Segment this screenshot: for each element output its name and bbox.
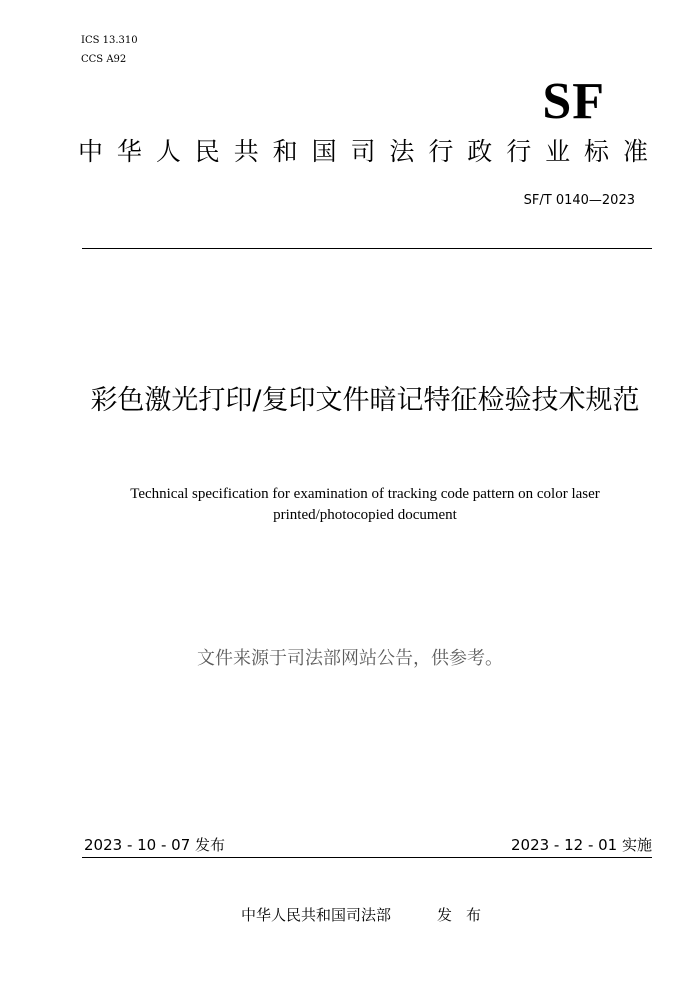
top-divider (82, 248, 652, 249)
sf-logo: SF (542, 73, 605, 130)
document-title-en: Technical specification for examination of tracking code pattern on color laser printed/photocopied document (130, 486, 600, 523)
standard-number: SF/T 0140—2023 (523, 193, 635, 208)
publisher: 中华人民共和国司法部 (241, 906, 392, 924)
standard-category: 中华人民共和国司法行政行业标准 (78, 137, 648, 166)
source-notice: 文件来源于司法部网站公告，供参考。 (197, 648, 503, 669)
document-title-cn: 彩色激光打印/复印文件暗记特征检验技术规范 (90, 385, 640, 416)
publish-label: 发布 (437, 906, 496, 924)
bottom-divider (82, 857, 652, 858)
issue-date: 2023 - 10 - 07 发布 (84, 836, 226, 854)
implementation-date: 2023 - 12 - 01 实施 (510, 836, 652, 854)
ccs-code: CCS A92 (81, 54, 127, 65)
ics-code: ICS 13.310 (81, 35, 138, 46)
